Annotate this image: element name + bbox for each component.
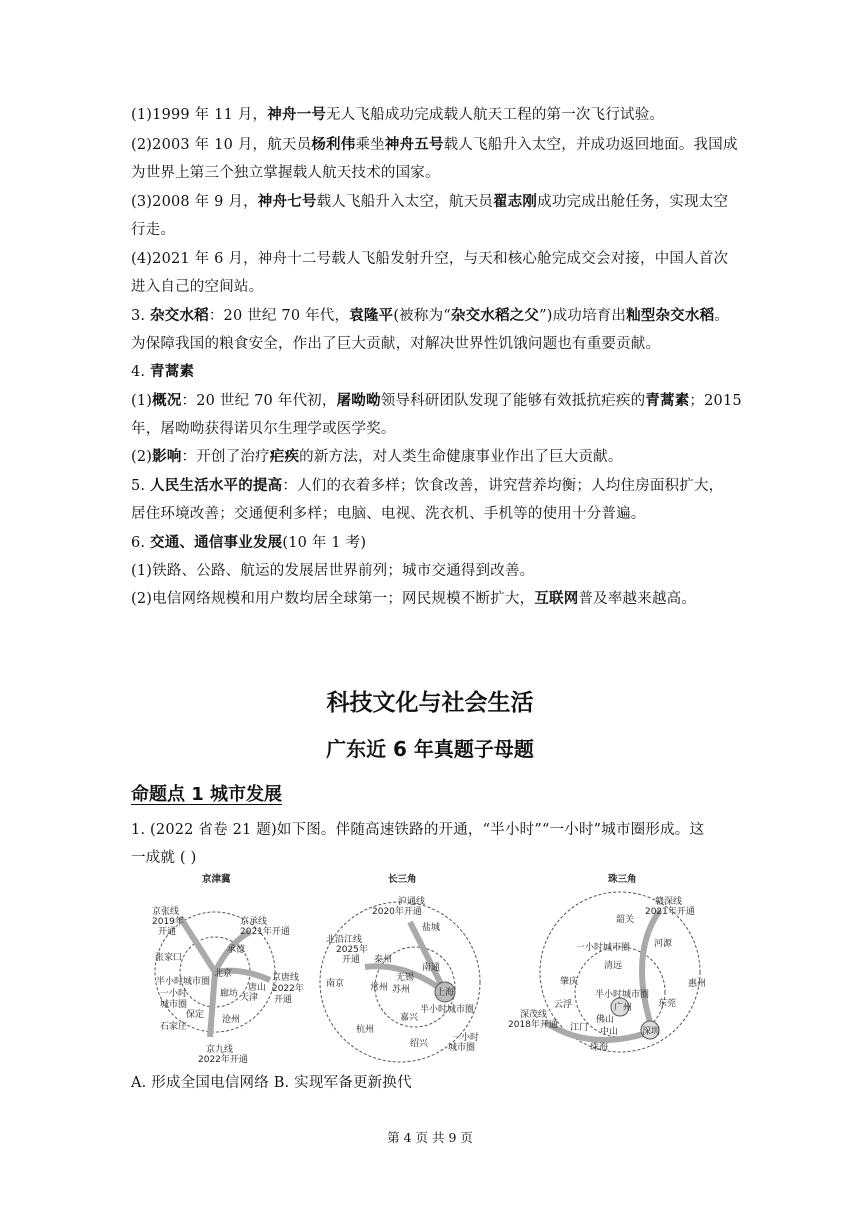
text-line: (2)影响：开创了治疗疟疾的新方法，对人类生命健康事业作出了巨大贡献。	[131, 449, 623, 465]
map-label: 廊坊	[220, 989, 239, 999]
text-line: 为保障我国的粮食安全，作出了巨大贡献，对解决世界性饥饿问题也有重要贡献。	[131, 336, 661, 352]
map-label: 2018年开通	[508, 1020, 558, 1030]
map-label: 深茂线	[520, 1010, 548, 1020]
map-label: 杭州	[356, 1025, 375, 1035]
map-label: 泰州	[374, 955, 393, 965]
map-label: 北沿江线	[326, 935, 363, 945]
map-label: 河源	[654, 939, 673, 949]
map-label: 嘉兴	[400, 1013, 419, 1023]
map-label: 唐山	[248, 983, 267, 993]
map-label: 半小时城市圈	[595, 990, 650, 1000]
text-line: (2)2003 年 10 月，航天员杨利伟乘坐神舟五号载人飞船升入太空，并成功返回地面。我国成	[131, 137, 738, 153]
text-line: (1)铁路、公路、航运的发展居世界前列；城市交通得到改善。	[131, 563, 535, 579]
text-line: (3)2008 年 9 月，神舟七号载人飞船升入太空，航天员翟志刚成功完成出舱任务，实现太空	[131, 194, 729, 210]
map-changsanjiao	[320, 873, 480, 1062]
map-label: 一小时城市圈	[576, 943, 631, 953]
question-text: 一成就 ( )	[131, 850, 197, 866]
text-line: 6. 交通、通信事业发展(10 年 1 考)	[131, 535, 367, 551]
map-label: 惠州	[688, 979, 707, 989]
map-label: 京唐线	[272, 973, 300, 983]
topic-heading: 命题点 1 城市发展	[131, 784, 283, 805]
text-line: 5. 人民生活水平的提高：人们的衣着多样；饮食改善，讲究营养均衡；人均住房面积扩大，	[131, 478, 724, 494]
map-label: 开通	[342, 955, 361, 965]
map-label: 佛山	[596, 1015, 615, 1025]
map-label: 广州	[614, 1003, 633, 1013]
map-label: 东莞	[658, 999, 677, 1009]
text-line: 4. 青蒿素	[131, 364, 195, 380]
text-line: (4)2021 年 6 月，神舟十二号载人飞船发射升空，与天和核心舱完成交会对接，中国人首次	[131, 251, 729, 267]
map-label: 京承线	[240, 917, 268, 927]
map-label: 城市圈	[160, 1000, 188, 1010]
map-label: 韶关	[616, 915, 635, 925]
map-label: 一小时	[160, 989, 188, 999]
map-label: 清远	[604, 961, 623, 971]
map-label: 京张线	[152, 907, 180, 917]
map-label: 2021年开通	[240, 927, 290, 937]
question-text: 1. (2022 省卷 21 题)如下图。伴随高速铁路的开通，“半小时”“一小时”城市圈形成。这	[131, 822, 705, 838]
map-label: 北京	[214, 969, 233, 979]
map-title: 京津冀	[202, 874, 231, 885]
map-label: 沪通线	[398, 897, 426, 907]
section-title: 科技文化与社会生活	[326, 690, 534, 716]
section-subtitle: 广东近 6 年真题子母题	[326, 737, 534, 761]
text-line: 进入自己的空间站。	[131, 279, 264, 295]
map-label: 江门	[570, 1023, 589, 1033]
map-label: 2022年开通	[198, 1055, 248, 1065]
map-label: 2025年	[336, 945, 368, 955]
map-label: 2020年开通	[372, 907, 422, 917]
map-label: 云浮	[554, 1000, 573, 1010]
text-line: 为世界上第三个独立掌握载人航天技术的国家。	[131, 165, 440, 181]
page-footer: 第 4 页 共 9 页	[387, 1130, 473, 1145]
text-line: 行走。	[131, 222, 176, 238]
map-label: 一小时	[452, 1033, 480, 1043]
map-label: 开通	[274, 995, 293, 1005]
map-label: 南通	[422, 963, 441, 973]
map-title: 长三角	[388, 874, 417, 885]
text-line: 年，屠呦呦获得诺贝尔生理学或医学奖。	[131, 421, 396, 437]
map-label: 深圳	[642, 1027, 661, 1037]
map-title: 珠三角	[608, 874, 637, 885]
map-label: 2019年	[152, 917, 184, 927]
map-label: 沧州	[222, 1015, 241, 1025]
map-jingjinji	[152, 873, 304, 1065]
map-label: 南京	[326, 979, 345, 989]
map-label: 半小时城市圈	[156, 977, 211, 987]
map-label: 常州	[370, 983, 389, 993]
text-line: 3. 杂交水稻：20 世纪 70 年代，袁隆平(被称为“杂交水稻之父”)成功培育出籼型杂交水稻。	[131, 308, 729, 324]
map-label: 盐城	[422, 923, 441, 933]
rail-arrow	[180, 917, 215, 972]
map-label: 无锡	[396, 973, 415, 983]
map-label: 珠海	[590, 1043, 609, 1053]
map-label: 半小时城市圈	[420, 1005, 475, 1015]
text-line: (2)电信网络规模和用户数均居全球第一；网民规模不断扩大，互联网普及率越来越高。	[131, 591, 697, 607]
map-label: 2022年	[272, 984, 304, 994]
map-label: 城市圈	[448, 1043, 476, 1053]
map-label: 张家口	[155, 953, 183, 963]
city-circle-maps	[130, 872, 730, 1065]
rail-arrow	[210, 972, 215, 1037]
map-label: 苏州	[392, 985, 411, 995]
map-label: 保定	[186, 1010, 205, 1020]
map-label: 天津	[240, 993, 259, 1003]
map-zhusanjiao	[508, 873, 706, 1053]
map-label: 赣深线	[655, 897, 683, 907]
text-line: (1)1999 年 11 月，神舟一号无人飞船成功完成载人航天工程的第一次飞行试验。	[131, 107, 665, 123]
map-label: 2021年开通	[645, 907, 695, 917]
map-label: 石家庄	[160, 1022, 188, 1032]
map-label: 肇庆	[560, 977, 579, 987]
map-label: 京九线	[206, 1045, 234, 1055]
map-label: 承德	[227, 945, 246, 955]
text-line: 居住环境改善；交通便利多样；电脑、电视、洗衣机、手机等的使用十分普遍。	[131, 506, 646, 522]
map-label: 开通	[158, 927, 177, 937]
text-line: (1)概况：20 世纪 70 年代初，屠呦呦领导科研团队发现了能够有效抵抗疟疾的青蒿素；2015	[131, 393, 742, 409]
map-label: 中山	[600, 1027, 619, 1037]
map-label: 绍兴	[410, 1039, 429, 1049]
answer-options: A. 形成全国电信网络 B. 实现军备更新换代	[131, 1075, 412, 1091]
map-label: 上海	[436, 988, 455, 998]
